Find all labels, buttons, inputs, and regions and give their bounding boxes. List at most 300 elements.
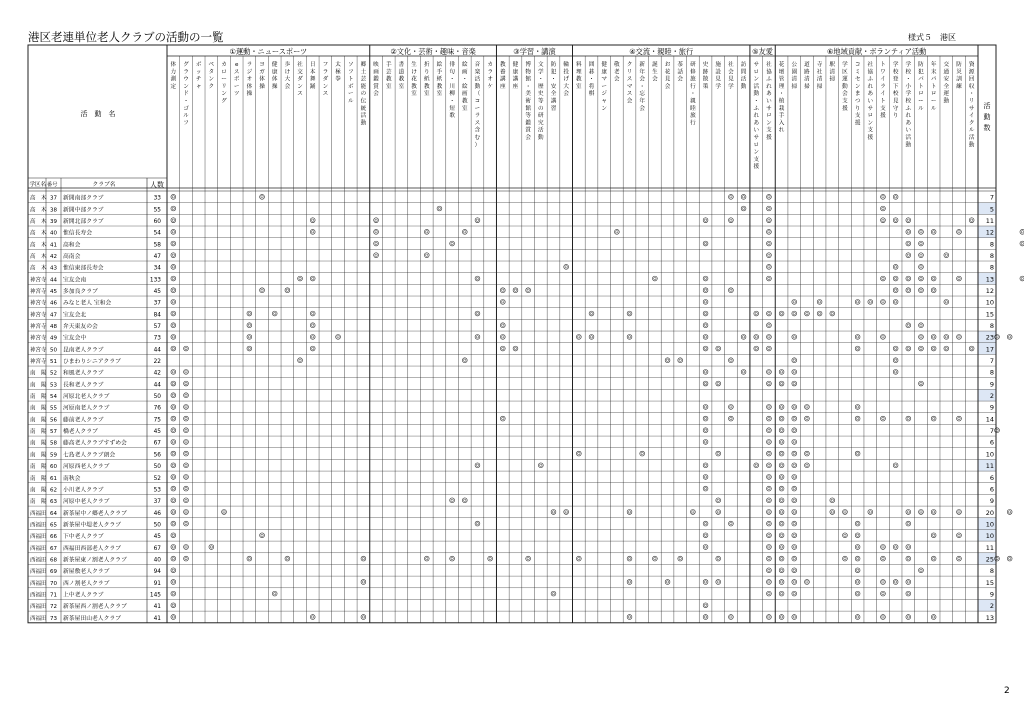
activity-header: 音楽活動（コーラス含む） bbox=[474, 62, 481, 149]
double-circle-icon bbox=[184, 416, 189, 421]
double-circle-icon bbox=[957, 416, 962, 421]
row-club-name: 新茶屋西ノ割老人クラブ bbox=[63, 604, 127, 611]
members-header: 人数 bbox=[150, 181, 164, 189]
double-circle-icon bbox=[184, 428, 189, 433]
double-circle-icon-inner bbox=[768, 546, 770, 548]
double-circle-icon-inner bbox=[958, 534, 960, 536]
double-circle-icon bbox=[716, 580, 721, 585]
row-club-name: 宝友会中 bbox=[63, 335, 87, 342]
double-circle-icon-inner bbox=[780, 312, 782, 314]
double-circle-icon bbox=[881, 276, 886, 281]
double-circle-icon-inner bbox=[894, 359, 896, 361]
double-circle-icon bbox=[171, 521, 176, 526]
double-circle-icon bbox=[184, 545, 189, 550]
double-circle-icon bbox=[184, 404, 189, 409]
double-circle-icon-inner bbox=[172, 219, 174, 221]
double-circle-icon bbox=[855, 334, 860, 339]
double-circle-icon bbox=[906, 591, 911, 596]
double-circle-icon-inner bbox=[882, 207, 884, 209]
double-circle-icon bbox=[893, 288, 898, 293]
double-circle-icon-inner bbox=[248, 312, 250, 314]
double-circle-icon-inner bbox=[730, 522, 732, 524]
double-circle-icon-inner bbox=[894, 289, 896, 291]
double-circle-icon bbox=[184, 510, 189, 515]
row-district: 神宮寺 bbox=[30, 335, 47, 342]
double-circle-icon-inner bbox=[932, 557, 934, 559]
double-circle-icon-inner bbox=[464, 231, 466, 233]
double-circle-icon bbox=[171, 615, 176, 620]
row-number: 43 bbox=[50, 265, 57, 272]
double-circle-icon-inner bbox=[312, 219, 314, 221]
double-circle-icon bbox=[171, 510, 176, 515]
row-activity-count: 23 bbox=[985, 333, 994, 342]
double-circle-icon-inner bbox=[768, 219, 770, 221]
double-circle-icon bbox=[868, 299, 873, 304]
double-circle-icon bbox=[665, 580, 670, 585]
double-circle-icon-inner bbox=[312, 231, 314, 233]
double-circle-icon bbox=[855, 545, 860, 550]
double-circle-icon-inner bbox=[578, 336, 580, 338]
row-club-name: 高和会 bbox=[63, 242, 81, 249]
double-circle-icon bbox=[171, 591, 176, 596]
double-circle-icon-inner bbox=[768, 581, 770, 583]
double-circle-icon bbox=[184, 521, 189, 526]
double-circle-icon bbox=[703, 440, 708, 445]
double-circle-icon bbox=[855, 451, 860, 456]
row-activity-count: 8 bbox=[989, 252, 994, 261]
double-circle-icon-inner bbox=[502, 417, 504, 419]
double-circle-icon bbox=[475, 276, 480, 281]
double-circle-icon-inner bbox=[920, 382, 922, 384]
double-circle-icon bbox=[779, 545, 784, 550]
double-circle-icon bbox=[906, 556, 911, 561]
double-circle-icon-inner bbox=[768, 441, 770, 443]
row-district: 神宮寺 bbox=[30, 359, 47, 366]
double-circle-icon-inner bbox=[717, 581, 719, 583]
double-circle-icon-inner bbox=[375, 231, 377, 233]
double-circle-icon bbox=[310, 346, 315, 351]
double-circle-icon bbox=[171, 463, 176, 468]
double-circle-icon-inner bbox=[502, 324, 504, 326]
double-circle-icon-inner bbox=[451, 557, 453, 559]
double-circle-icon bbox=[589, 311, 594, 316]
double-circle-icon bbox=[792, 358, 797, 363]
double-circle-icon-inner bbox=[907, 347, 909, 349]
row-activity-count: 9 bbox=[989, 403, 994, 412]
row-district: 高 木 bbox=[30, 219, 47, 226]
row-activity-count: 11 bbox=[985, 462, 994, 471]
double-circle-icon-inner bbox=[780, 499, 782, 501]
double-circle-icon bbox=[767, 241, 772, 246]
double-circle-icon-inner bbox=[692, 511, 694, 513]
double-circle-icon-inner bbox=[780, 441, 782, 443]
double-circle-icon bbox=[779, 568, 784, 573]
double-circle-icon-inner bbox=[780, 417, 782, 419]
double-circle-icon bbox=[361, 580, 366, 585]
double-circle-icon-inner bbox=[628, 312, 630, 314]
double-circle-icon bbox=[184, 451, 189, 456]
double-circle-icon bbox=[805, 416, 810, 421]
double-circle-icon-inner bbox=[375, 254, 377, 256]
row-activity-count: 5 bbox=[989, 205, 994, 214]
row-members: 67 bbox=[153, 440, 161, 447]
row-activity-count: 20 bbox=[985, 508, 994, 517]
double-circle-icon bbox=[944, 253, 949, 258]
double-circle-icon-inner bbox=[882, 581, 884, 583]
double-circle-icon-inner bbox=[869, 301, 871, 303]
double-circle-icon-inner bbox=[704, 371, 706, 373]
double-circle-icon-inner bbox=[768, 464, 770, 466]
row-district: 西福田 bbox=[30, 510, 47, 517]
double-circle-icon bbox=[893, 358, 898, 363]
double-circle-icon-inner bbox=[590, 312, 592, 314]
double-circle-icon bbox=[931, 556, 936, 561]
double-circle-icon bbox=[171, 603, 176, 608]
double-circle-icon bbox=[728, 416, 733, 421]
activity-header: お花見会 bbox=[664, 62, 671, 90]
double-circle-icon-inner bbox=[793, 429, 795, 431]
double-circle-icon bbox=[767, 463, 772, 468]
double-circle-icon bbox=[171, 393, 176, 398]
row-club-name: 惟信東部長寿会 bbox=[63, 265, 104, 272]
double-circle-icon bbox=[728, 615, 733, 620]
double-circle-icon-inner bbox=[172, 394, 174, 396]
double-circle-icon-inner bbox=[894, 546, 896, 548]
double-circle-icon bbox=[792, 299, 797, 304]
double-circle-icon bbox=[767, 521, 772, 526]
double-circle-icon bbox=[843, 510, 848, 515]
double-circle-icon-inner bbox=[730, 417, 732, 419]
double-circle-icon-inner bbox=[730, 289, 732, 291]
row-number: 41 bbox=[50, 242, 57, 249]
double-circle-icon-inner bbox=[958, 231, 960, 233]
double-circle-icon bbox=[298, 276, 303, 281]
row-members: 50 bbox=[153, 394, 161, 401]
double-circle-icon-inner bbox=[793, 301, 795, 303]
double-circle-icon-inner bbox=[793, 441, 795, 443]
double-circle-icon-inner bbox=[768, 476, 770, 478]
row-number: 62 bbox=[50, 487, 57, 494]
double-circle-icon bbox=[881, 615, 886, 620]
double-circle-icon bbox=[919, 510, 924, 515]
double-circle-icon bbox=[919, 568, 924, 573]
double-circle-icon bbox=[893, 369, 898, 374]
double-circle-icon bbox=[741, 194, 746, 199]
activity-header: カローリング bbox=[221, 62, 227, 105]
double-circle-icon bbox=[551, 510, 556, 515]
row-club-name: 新茶屋中ノ郷老人クラブ bbox=[63, 510, 127, 517]
double-circle-icon-inner bbox=[894, 277, 896, 279]
row-club-name: 小川老人クラブ bbox=[63, 487, 104, 494]
double-circle-icon-inner bbox=[704, 301, 706, 303]
row-number: 70 bbox=[50, 580, 57, 587]
double-circle-icon-inner bbox=[831, 511, 833, 513]
double-circle-icon-inner bbox=[882, 546, 884, 548]
double-circle-icon bbox=[247, 346, 252, 351]
double-circle-icon bbox=[906, 521, 911, 526]
double-circle-icon-inner bbox=[565, 511, 567, 513]
double-circle-icon-inner bbox=[616, 231, 618, 233]
double-circle-icon-inner bbox=[958, 417, 960, 419]
double-circle-icon-inner bbox=[780, 464, 782, 466]
double-circle-icon-inner bbox=[780, 406, 782, 408]
double-circle-icon-inner bbox=[856, 301, 858, 303]
double-circle-icon bbox=[779, 580, 784, 585]
double-circle-icon-inner bbox=[768, 592, 770, 594]
page-title: 港区老連単位老人クラブの活動の一覧 bbox=[28, 30, 224, 44]
double-circle-icon bbox=[500, 299, 505, 304]
double-circle-icon bbox=[627, 556, 632, 561]
row-club-name: 藤高老人クラブすずめ会 bbox=[63, 440, 127, 447]
double-circle-icon-inner bbox=[882, 336, 884, 338]
double-circle-icon bbox=[893, 545, 898, 550]
double-circle-icon-inner bbox=[704, 546, 706, 548]
double-circle-icon-inner bbox=[818, 312, 820, 314]
row-number: 49 bbox=[50, 335, 57, 342]
double-circle-icon bbox=[272, 591, 277, 596]
double-circle-icon bbox=[792, 580, 797, 585]
double-circle-icon bbox=[450, 498, 455, 503]
activity-header: 料理教室 bbox=[576, 62, 582, 90]
double-circle-icon bbox=[779, 463, 784, 468]
row-number: 69 bbox=[50, 569, 57, 576]
double-circle-icon bbox=[767, 533, 772, 538]
double-circle-icon-inner bbox=[958, 557, 960, 559]
row-district: 西福田 bbox=[30, 534, 47, 541]
double-circle-icon-inner bbox=[806, 452, 808, 454]
double-circle-icon bbox=[767, 229, 772, 234]
activity-header: ボッチャ bbox=[195, 62, 202, 90]
double-circle-icon bbox=[475, 463, 480, 468]
double-circle-icon bbox=[779, 556, 784, 561]
activity-header: 駅清掃 bbox=[829, 62, 836, 83]
double-circle-icon bbox=[893, 580, 898, 585]
double-circle-icon bbox=[703, 369, 708, 374]
row-district: 南 陽 bbox=[30, 464, 47, 471]
double-circle-icon-inner bbox=[172, 324, 174, 326]
row-club-name: みなと老人 宝和会 bbox=[63, 300, 112, 307]
double-circle-icon-inner bbox=[730, 406, 732, 408]
double-circle-icon-inner bbox=[793, 382, 795, 384]
double-circle-icon-inner bbox=[907, 219, 909, 221]
double-circle-icon-inner bbox=[172, 242, 174, 244]
row-members: 33 bbox=[153, 195, 161, 202]
double-circle-icon bbox=[855, 568, 860, 573]
double-circle-icon bbox=[843, 533, 848, 538]
double-circle-icon bbox=[792, 440, 797, 445]
double-circle-icon bbox=[767, 346, 772, 351]
row-members: 41 bbox=[153, 604, 161, 611]
double-circle-icon-inner bbox=[768, 511, 770, 513]
activity-header: 健康体操 bbox=[271, 62, 278, 90]
double-circle-icon bbox=[893, 218, 898, 223]
row-club-name: 新開中部クラブ bbox=[63, 207, 104, 214]
double-circle-icon-inner bbox=[869, 511, 871, 513]
row-number: 39 bbox=[50, 219, 57, 226]
row-club-name: 和風老人クラブ bbox=[63, 370, 104, 377]
double-circle-icon-inner bbox=[628, 557, 630, 559]
double-circle-icon bbox=[792, 568, 797, 573]
double-circle-icon bbox=[741, 334, 746, 339]
double-circle-icon-inner bbox=[172, 452, 174, 454]
double-circle-icon-inner bbox=[768, 312, 770, 314]
double-circle-icon-inner bbox=[172, 289, 174, 291]
double-circle-icon-inner bbox=[540, 464, 542, 466]
activity-header: コミセンまつり支援 bbox=[854, 62, 861, 127]
double-circle-icon-inner bbox=[768, 557, 770, 559]
double-circle-icon bbox=[906, 615, 911, 620]
row-number: 73 bbox=[50, 615, 57, 622]
double-circle-icon-inner bbox=[185, 417, 187, 419]
double-circle-icon bbox=[779, 381, 784, 386]
row-number: 68 bbox=[50, 557, 57, 564]
double-circle-icon-inner bbox=[793, 557, 795, 559]
row-members: 91 bbox=[153, 580, 161, 587]
double-circle-icon bbox=[906, 218, 911, 223]
double-circle-icon bbox=[500, 288, 505, 293]
double-circle-icon-inner bbox=[920, 231, 922, 233]
row-members: 50 bbox=[153, 464, 161, 471]
category-label: ②文化・芸術・趣味・音楽 bbox=[390, 47, 476, 56]
double-circle-icon-inner bbox=[172, 592, 174, 594]
row-members: 37 bbox=[153, 499, 161, 506]
double-circle-icon-inner bbox=[920, 324, 922, 326]
double-circle-icon-inner bbox=[856, 569, 858, 571]
double-circle-icon-inner bbox=[793, 336, 795, 338]
double-circle-icon-inner bbox=[932, 616, 934, 618]
row-members: 54 bbox=[153, 230, 161, 237]
double-circle-icon-inner bbox=[768, 487, 770, 489]
double-circle-icon bbox=[767, 440, 772, 445]
double-circle-icon-inner bbox=[704, 312, 706, 314]
double-circle-icon-inner bbox=[248, 347, 250, 349]
double-circle-icon bbox=[792, 533, 797, 538]
row-activity-count: 6 bbox=[989, 473, 994, 482]
double-circle-icon bbox=[171, 311, 176, 316]
row-club-name: 下中老人クラブ bbox=[63, 534, 104, 541]
row-district: 神宮寺 bbox=[30, 277, 47, 284]
double-circle-icon bbox=[767, 334, 772, 339]
double-circle-icon bbox=[171, 404, 176, 409]
double-circle-icon-inner bbox=[856, 534, 858, 536]
double-circle-icon bbox=[703, 334, 708, 339]
row-club-name: 藤前老人クラブ bbox=[63, 417, 104, 424]
row-members: 45 bbox=[153, 289, 161, 296]
double-circle-icon bbox=[906, 580, 911, 585]
row-members: 53 bbox=[153, 487, 161, 494]
double-circle-icon-inner bbox=[704, 429, 706, 431]
row-district: 南 陽 bbox=[30, 440, 47, 447]
double-circle-icon-inner bbox=[185, 464, 187, 466]
double-circle-icon bbox=[855, 591, 860, 596]
double-circle-icon bbox=[855, 346, 860, 351]
double-circle-icon bbox=[310, 323, 315, 328]
double-circle-icon-inner bbox=[920, 289, 922, 291]
double-circle-icon-inner bbox=[780, 557, 782, 559]
double-circle-icon bbox=[475, 218, 480, 223]
double-circle-icon bbox=[703, 276, 708, 281]
double-circle-icon-inner bbox=[248, 557, 250, 559]
double-circle-icon bbox=[703, 475, 708, 480]
double-circle-icon-inner bbox=[780, 534, 782, 536]
row-number: 55 bbox=[50, 405, 57, 412]
activity-header: 郷土芸能の伝統活動 bbox=[360, 62, 367, 127]
double-circle-icon-inner bbox=[755, 464, 757, 466]
row-members: 42 bbox=[153, 370, 161, 377]
double-circle-icon-inner bbox=[780, 487, 782, 489]
double-circle-icon-inner bbox=[476, 336, 478, 338]
double-circle-icon-inner bbox=[464, 359, 466, 361]
double-circle-icon bbox=[767, 568, 772, 573]
double-circle-icon-inner bbox=[704, 347, 706, 349]
row-club-name: 河原南老人クラブ bbox=[63, 405, 110, 412]
row-activity-count: 10 bbox=[985, 450, 994, 459]
row-members: 37 bbox=[153, 300, 161, 307]
double-circle-icon bbox=[652, 556, 657, 561]
row-members: 46 bbox=[153, 510, 161, 517]
double-circle-icon bbox=[703, 218, 708, 223]
row-club-name: 上中老人クラブ bbox=[63, 592, 104, 599]
double-circle-icon-inner bbox=[793, 359, 795, 361]
activity-header: 敬老会 bbox=[614, 62, 620, 83]
double-circle-icon-inner bbox=[261, 196, 263, 198]
double-circle-icon-inner bbox=[375, 242, 377, 244]
activity-header: 絵手紙教室 bbox=[436, 62, 443, 98]
double-circle-icon bbox=[374, 218, 379, 223]
row-members: 133 bbox=[149, 277, 161, 284]
activity-header: サロン活動・ふれあいサロン支援 bbox=[753, 62, 760, 171]
double-circle-icon bbox=[957, 334, 962, 339]
double-circle-icon bbox=[589, 334, 594, 339]
row-club-name: 弁天東友の会 bbox=[63, 324, 98, 331]
category-label: ④交流・親睦・旅行 bbox=[629, 47, 694, 56]
double-circle-icon-inner bbox=[527, 557, 529, 559]
double-circle-icon bbox=[805, 404, 810, 409]
double-circle-icon bbox=[767, 253, 772, 258]
double-circle-icon bbox=[881, 416, 886, 421]
row-members: 60 bbox=[153, 219, 161, 226]
double-circle-icon-inner bbox=[476, 522, 478, 524]
double-circle-icon-inner bbox=[793, 592, 795, 594]
double-circle-icon-inner bbox=[704, 441, 706, 443]
double-circle-icon-inner bbox=[730, 219, 732, 221]
club-name-header: クラブ名 bbox=[92, 182, 116, 188]
double-circle-icon bbox=[171, 381, 176, 386]
double-circle-icon bbox=[564, 264, 569, 269]
double-circle-icon bbox=[690, 510, 695, 515]
double-circle-icon-inner bbox=[780, 429, 782, 431]
double-circle-icon-inner bbox=[907, 581, 909, 583]
double-circle-icon bbox=[424, 229, 429, 234]
row-number: 45 bbox=[50, 289, 57, 296]
double-circle-icon-inner bbox=[172, 487, 174, 489]
activity-header: 防犯パトロール bbox=[918, 62, 924, 112]
row-number: 48 bbox=[50, 324, 57, 331]
double-circle-icon-inner bbox=[172, 546, 174, 548]
double-circle-icon-inner bbox=[248, 324, 250, 326]
double-circle-icon bbox=[830, 498, 835, 503]
double-circle-icon-inner bbox=[768, 382, 770, 384]
double-circle-icon bbox=[792, 521, 797, 526]
activity-header: クリスマス会 bbox=[626, 62, 633, 105]
row-activity-count: 2 bbox=[989, 602, 994, 611]
double-circle-icon-inner bbox=[780, 452, 782, 454]
double-circle-icon-inner bbox=[185, 476, 187, 478]
double-circle-icon-inner bbox=[704, 522, 706, 524]
double-circle-icon bbox=[462, 498, 467, 503]
double-circle-icon-inner bbox=[1021, 231, 1023, 233]
row-number: 54 bbox=[50, 394, 57, 401]
